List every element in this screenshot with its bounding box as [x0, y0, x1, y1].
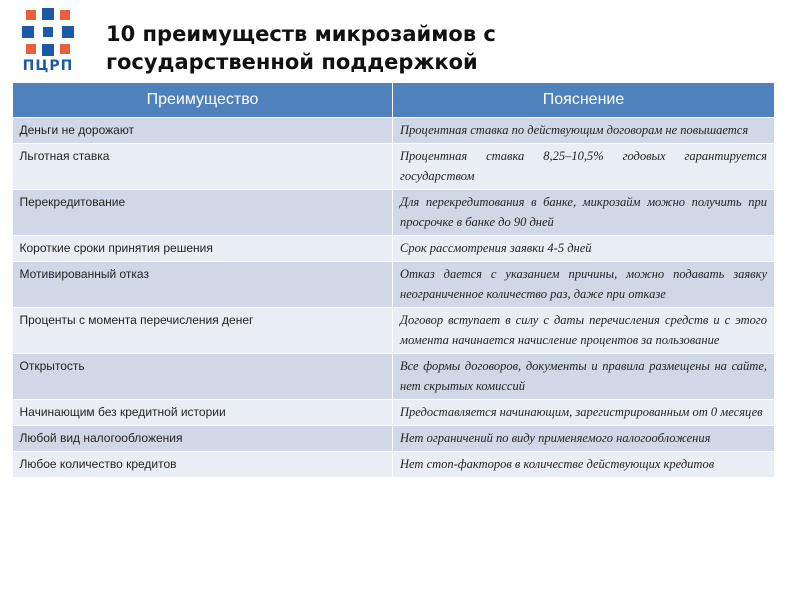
column-header-explanation: Пояснение [393, 83, 775, 118]
table-row [13, 236, 775, 262]
table-row [13, 262, 775, 308]
explanation-cell: Договор вступает в силу с даты перечисления средств и с этого момента начинается начисление процентов за пользование [393, 308, 775, 354]
explanation-cell: Предоставляется начинающим, зарегистрированным от 0 месяцев [393, 400, 775, 426]
advantage-cell: Любой вид налогообложения [13, 426, 393, 452]
table-row [13, 426, 775, 452]
advantages-table [12, 82, 775, 478]
table-row [13, 400, 775, 426]
advantage-cell: Мотивированный отказ [13, 262, 393, 308]
logo [14, 8, 82, 78]
table-row [13, 308, 775, 354]
explanation-cell: Процентная ставка 8,25–10,5% годовых гарантируется государством [393, 144, 775, 190]
advantage-cell: Перекредитование [13, 190, 393, 236]
table-row [13, 354, 775, 400]
table-header-row [13, 83, 775, 118]
advantage-cell: Любое количество кредитов [13, 452, 393, 478]
explanation-cell: Срок рассмотрения заявки 4-5 дней [393, 236, 775, 262]
advantage-cell: Проценты с момента перечисления денег [13, 308, 393, 354]
table-row [13, 144, 775, 190]
explanation-cell: Процентная ставка по действующим договорам не повышается [393, 118, 775, 144]
page-title: 10 преимуществ микрозаймов с государственной поддержкой [106, 22, 496, 74]
advantage-cell: Начинающим без кредитной истории [13, 400, 393, 426]
logo-text: ПЦРП [22, 58, 74, 74]
advantage-cell: Открытость [13, 354, 393, 400]
explanation-cell: Все формы договоров, документы и правила размещены на сайте, нет скрытых комиссий [393, 354, 775, 400]
explanation-cell: Для перекредитования в банке, микрозайм можно получить при просрочке в банке до 90 дней [393, 190, 775, 236]
logo-mark-icon [22, 8, 74, 56]
explanation-cell: Отказ дается с указанием причины, можно подавать заявку неограниченное количество раз, даже при отказе [393, 262, 775, 308]
table-row [13, 118, 775, 144]
advantage-cell: Льготная ставка [13, 144, 393, 190]
advantage-cell: Короткие сроки принятия решения [13, 236, 393, 262]
explanation-cell: Нет стоп-факторов в количестве действующих кредитов [393, 452, 775, 478]
advantage-cell: Деньги не дорожают [13, 118, 393, 144]
explanation-cell: Нет ограничений по виду применяемого налогообложения [393, 426, 775, 452]
table-row [13, 190, 775, 236]
column-header-advantage: Преимущество [13, 83, 393, 118]
table-row [13, 452, 775, 478]
